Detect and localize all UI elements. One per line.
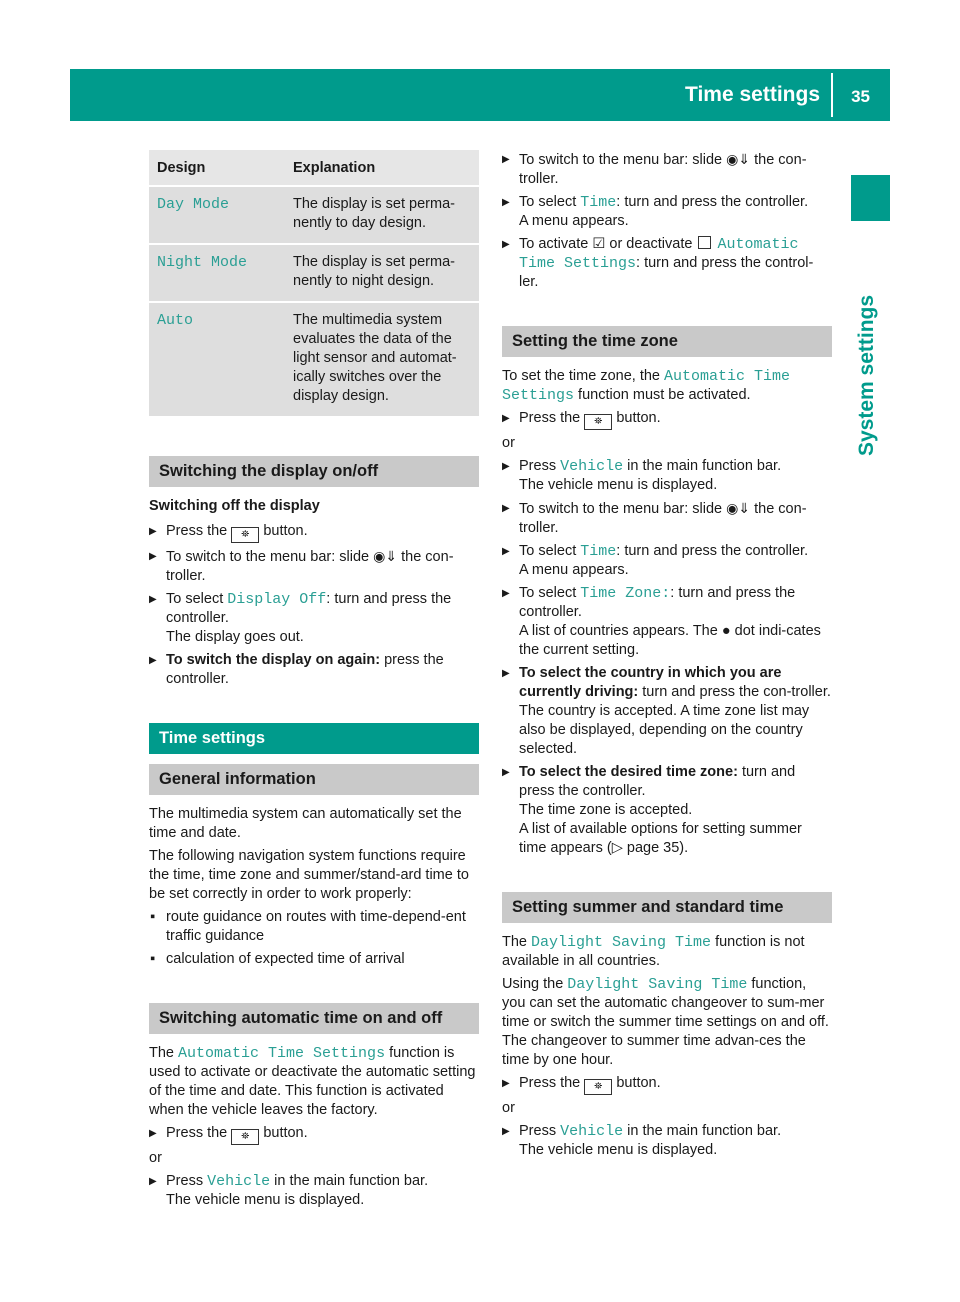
menu-item-code: Time <box>580 194 617 211</box>
step-text: To switch to the menu bar: slide <box>519 501 723 517</box>
paragraph <box>502 367 832 405</box>
step-text: in the main function bar. <box>274 1173 429 1189</box>
table-cell-value: The display is set perma-nently to day design. <box>285 186 479 244</box>
para-text: function must be activated. <box>578 387 751 403</box>
table-header-explanation: Explanation <box>285 150 479 186</box>
table-row <box>149 302 479 417</box>
header-divider <box>831 73 833 117</box>
side-tab-block <box>851 175 890 221</box>
step-result: The vehicle menu is displayed. <box>166 1192 365 1208</box>
page-header <box>70 69 890 121</box>
paragraph <box>502 975 832 1070</box>
section-title-summer-time: Setting summer and standard time <box>502 892 832 923</box>
step-result: A menu appears. <box>519 213 629 229</box>
instruction-step <box>502 409 832 430</box>
step-text: or deactivate <box>609 236 693 252</box>
right-column <box>502 150 832 1164</box>
bullet-item: ▪ calculation of expected time of arrival <box>149 950 479 969</box>
car-icon: ⛯ <box>231 1129 259 1145</box>
controller-slide-icon: ◉⇓ <box>726 151 751 167</box>
design-table <box>149 150 479 418</box>
page-title: Time settings <box>685 83 820 106</box>
section-title-display-onoff: Switching the display on/off <box>149 456 479 487</box>
instruction-step <box>502 150 832 189</box>
step-text: To switch to the menu bar: slide <box>519 152 723 168</box>
side-tab-label: System settings <box>855 294 878 456</box>
step-result: The time zone is accepted. <box>519 802 693 818</box>
para-text: function, you can set the automatic changeover to sum-mer time or switch the summer time settings on and off. The changeover to summer time advan-ces the time by one hour. <box>502 976 829 1068</box>
instruction-step <box>502 542 832 580</box>
step-result: dot indi-cates the current setting. <box>519 623 821 658</box>
page-ref-triangle-icon: ▷ <box>611 840 623 856</box>
para-text: Using the <box>502 976 564 992</box>
subsection-title: Switching off the display <box>149 498 320 514</box>
step-text: Press the <box>519 1075 581 1091</box>
instruction-step <box>502 763 832 858</box>
step-text: button. <box>263 1125 308 1141</box>
step-text: button. <box>616 410 661 426</box>
table-cell-key: Day Mode <box>149 186 285 244</box>
step-text: Press the <box>166 1125 228 1141</box>
section-title-time-settings: Time settings <box>149 723 479 754</box>
step-text: Press <box>519 1123 557 1139</box>
menu-item-code: Vehicle <box>560 458 624 475</box>
para-text: To set the time zone, the <box>502 368 660 384</box>
step-text: : turn and press the controller. <box>616 194 809 210</box>
controller-slide-icon: ◉⇓ <box>373 548 398 564</box>
instruction-step <box>149 590 479 647</box>
step-result: A list of countries appears. The <box>519 623 718 639</box>
step-text: : turn and press the control-ler. <box>519 255 814 290</box>
left-column <box>149 150 479 1214</box>
step-text: button. <box>616 1075 661 1091</box>
paragraph <box>149 1044 479 1120</box>
para-text: function is used to activate or deactivate the automatic setting of the time and date. This function is activated when the vehicle leaves the factory. <box>149 1045 476 1118</box>
instruction-step <box>502 1074 832 1095</box>
step-text: To select <box>519 194 577 210</box>
section-title-time-zone: Setting the time zone <box>502 326 832 357</box>
car-icon: ⛯ <box>584 1079 612 1095</box>
para-text: The <box>502 934 527 950</box>
step-text: To select <box>519 585 577 601</box>
paragraph <box>502 933 832 971</box>
step-text: Press <box>519 458 557 474</box>
car-icon: ⛯ <box>231 527 259 543</box>
instruction-step <box>502 235 832 292</box>
step-text: the con-troller. <box>519 152 807 187</box>
step-text: : turn and press the controller. <box>166 591 452 626</box>
menu-item-code: Vehicle <box>560 1123 624 1140</box>
section-title-auto-time: Switching automatic time on and off <box>149 1003 479 1034</box>
step-text: button. <box>263 523 308 539</box>
step-result: The vehicle menu is displayed. <box>519 1142 718 1158</box>
table-header-design: Design <box>149 150 285 186</box>
step-result: A menu appears. <box>519 562 629 578</box>
menu-item-code: Time Zone: <box>580 585 671 602</box>
page-reference-link[interactable]: page 35). <box>626 840 689 856</box>
step-text: Press the <box>166 523 228 539</box>
menu-item-code: Display Off <box>227 591 327 608</box>
table-cell-value: The multimedia system evaluates the data of the light sensor and automat-ically switches over the display design. <box>285 302 479 417</box>
table-row <box>149 244 479 302</box>
paragraph: The following navigation system functions require the time, time zone and summer/stand-ard time to be set correctly in order to work properly: <box>149 848 469 902</box>
step-bold-text: To select the desired time zone: <box>519 764 738 780</box>
checkbox-checked-icon: ☑ <box>592 236 606 252</box>
instruction-step <box>502 664 832 759</box>
table-cell-key: Night Mode <box>149 244 285 302</box>
instruction-step <box>502 193 832 231</box>
instruction-step <box>149 522 479 543</box>
table-cell-key: Auto <box>149 302 285 417</box>
step-text: : turn and press the controller. <box>519 585 796 620</box>
menu-item-code: Daylight Saving Time <box>531 934 712 951</box>
or-text: or <box>502 435 515 451</box>
step-bold-text: To switch the display on again: <box>166 652 381 668</box>
step-result: The country is accepted. A time zone list may also be displayed, depending on the country selected. <box>519 703 810 757</box>
page-number: 35 <box>851 87 870 106</box>
instruction-step <box>502 499 832 538</box>
step-text: To switch to the menu bar: slide <box>166 549 370 565</box>
step-text: Press <box>166 1173 204 1189</box>
section-title-general: General information <box>149 764 479 795</box>
step-text: : turn and press the controller. <box>616 543 809 559</box>
instruction-step <box>149 1172 479 1210</box>
menu-item-code: Automatic Time Settings <box>178 1045 386 1062</box>
paragraph: The multimedia system can automatically set the time and date. <box>149 806 462 841</box>
step-result: The display goes out. <box>166 629 304 645</box>
step-text: in the main function bar. <box>627 1123 782 1139</box>
or-text: or <box>149 1150 162 1166</box>
para-text: function is not available in all countries. <box>502 934 805 969</box>
instruction-step <box>502 1122 832 1160</box>
menu-item-code: Automatic Time Settings <box>519 236 799 272</box>
instruction-step <box>502 457 832 495</box>
car-icon: ⛯ <box>584 414 612 430</box>
step-bold-text: To select the country in which you are currently driving: <box>519 665 782 700</box>
bullet-item: ▪ route guidance on routes with time-depend-ent traffic guidance <box>149 908 479 946</box>
step-text: Press the <box>519 410 581 426</box>
table-header-row <box>149 150 479 186</box>
step-text: in the main function bar. <box>627 458 782 474</box>
table-cell-value: The display is set perma-nently to night design. <box>285 244 479 302</box>
step-text: To activate <box>519 236 589 252</box>
instruction-step <box>149 547 479 586</box>
controller-slide-icon: ◉⇓ <box>726 500 751 516</box>
dot-icon: ● <box>721 623 731 639</box>
step-result: A list of available options for setting summer time appears ( <box>519 821 802 856</box>
step-text: turn and press the controller. <box>519 764 796 799</box>
or-text: or <box>502 1100 515 1116</box>
instruction-step <box>149 1124 479 1145</box>
step-text: turn and press the con-troller. <box>642 684 831 700</box>
instruction-step <box>502 584 832 660</box>
menu-item-code: Time <box>580 543 617 560</box>
step-text: To select <box>166 591 224 607</box>
para-text: The <box>149 1045 174 1061</box>
step-text: the con-troller. <box>519 501 807 536</box>
table-row <box>149 186 479 244</box>
menu-item-code: Daylight Saving Time <box>567 976 748 993</box>
menu-item-code: Automatic Time Settings <box>502 368 791 404</box>
menu-item-code: Vehicle <box>207 1173 271 1190</box>
checkbox-empty-icon <box>698 236 711 249</box>
step-text: the con-troller. <box>166 549 454 584</box>
step-text: press the controller. <box>166 652 444 687</box>
step-text: To select <box>519 543 577 559</box>
step-result: The vehicle menu is displayed. <box>519 477 718 493</box>
instruction-step <box>149 651 479 689</box>
